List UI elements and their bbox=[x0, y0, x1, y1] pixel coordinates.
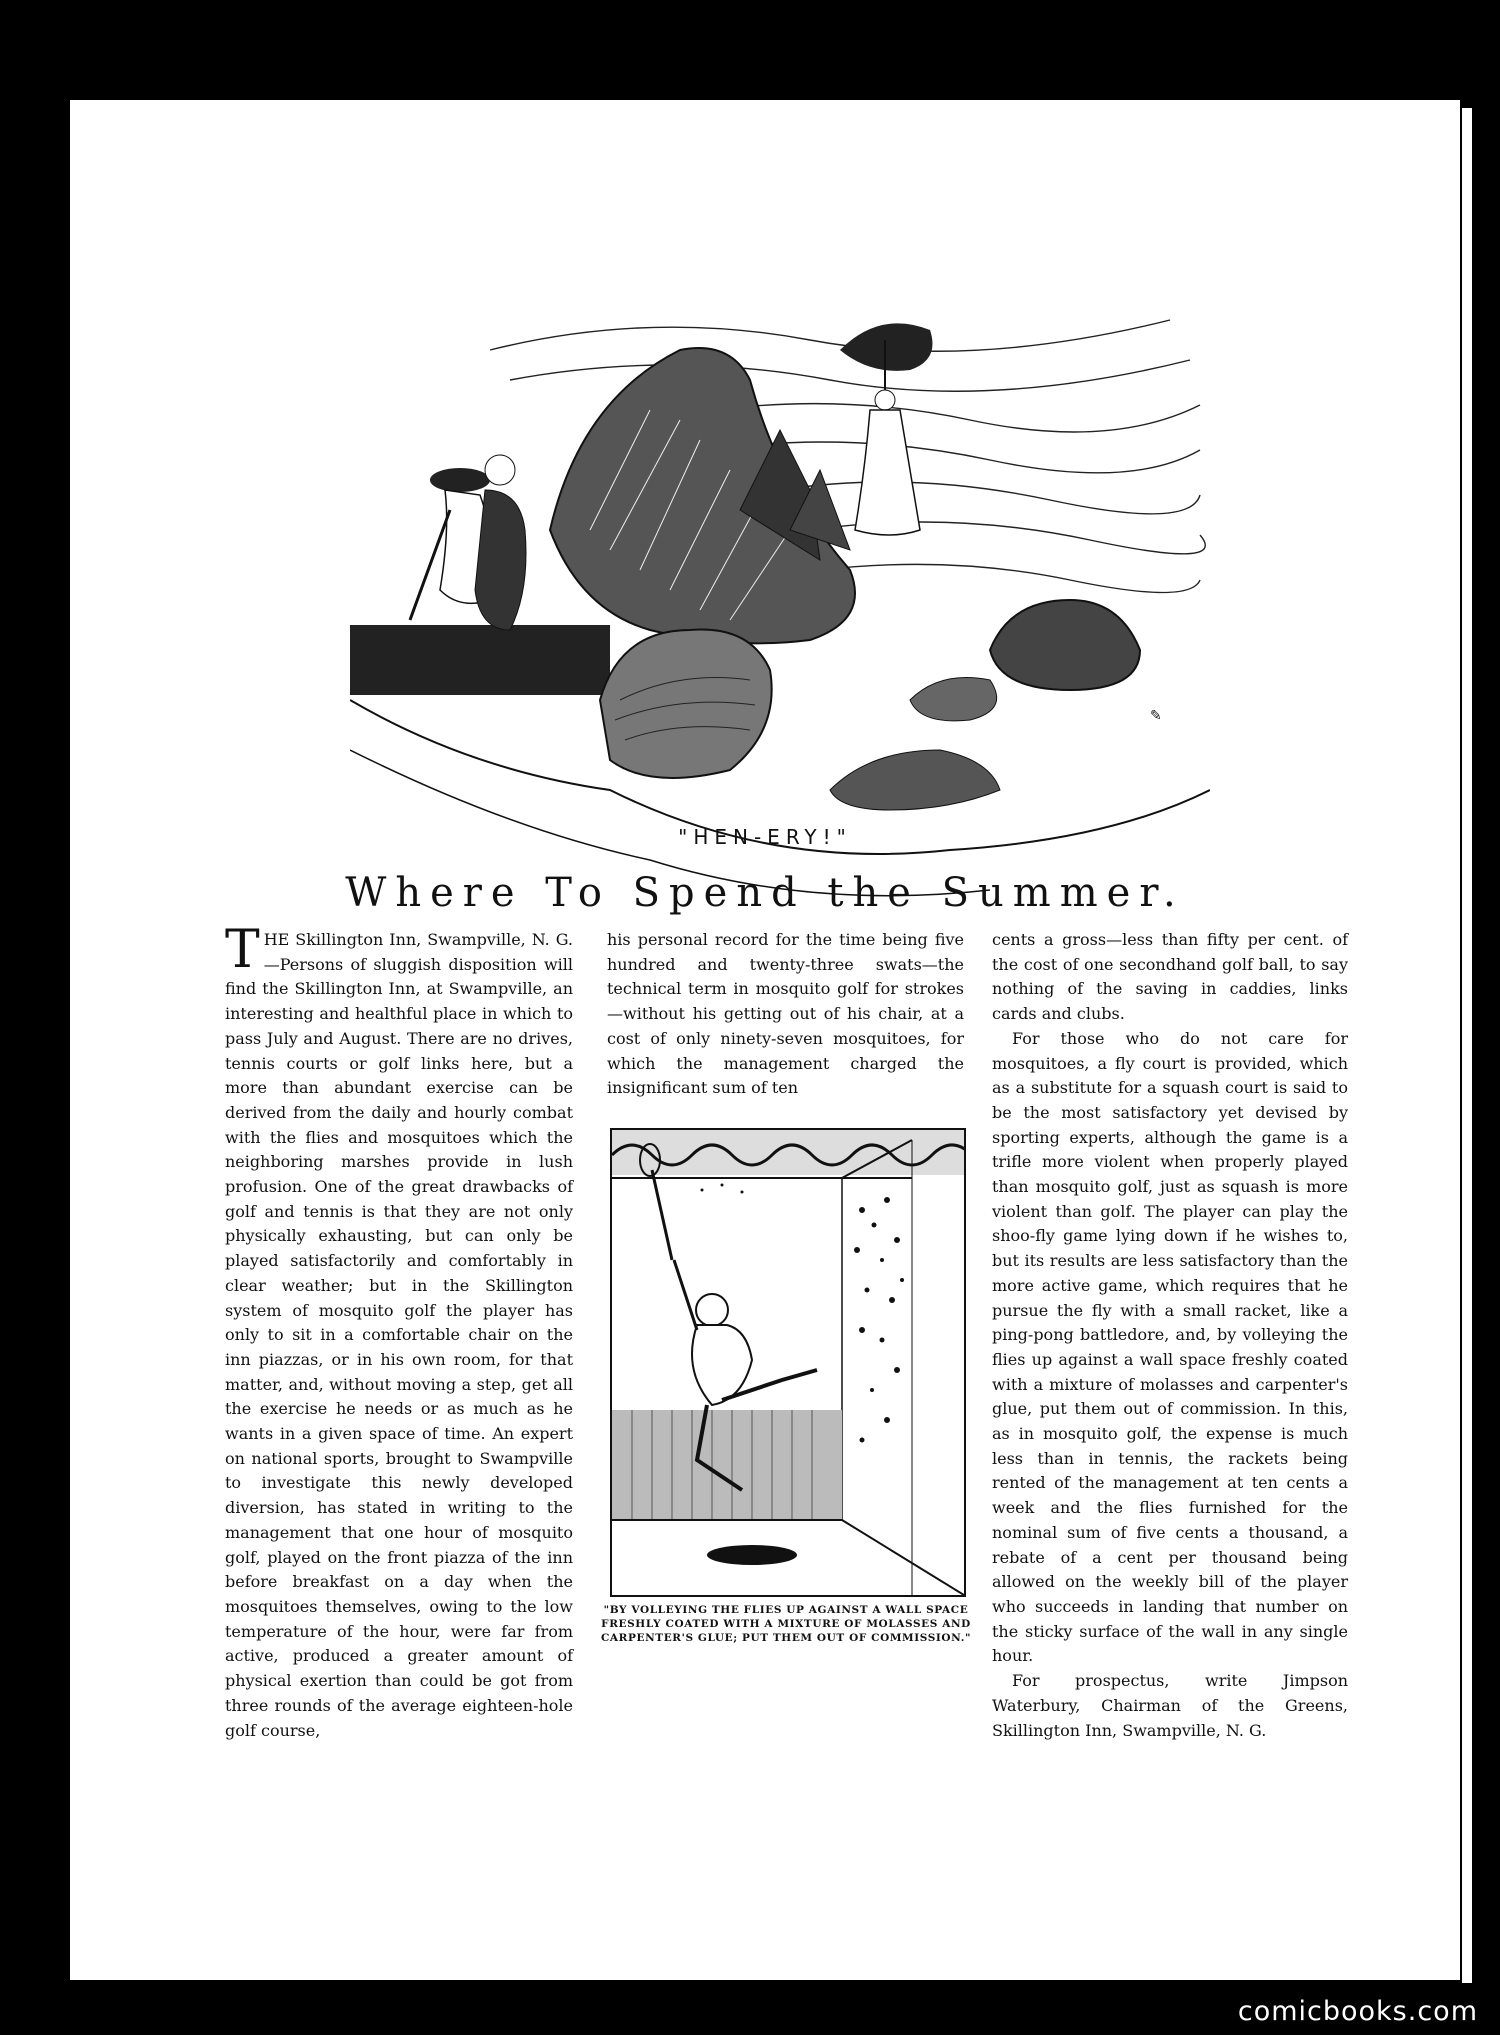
illustration-caption-mid: "BY VOLLEYING THE FLIES UP AGAINST A WALL SPACE FRESHLY COATED WITH A MIXTURE OF MOLASSES AND CARPENTER'S GLUE; PUT THEM OUT OF COMMISSION." bbox=[600, 1604, 972, 1644]
drop-cap: T bbox=[225, 920, 260, 980]
magazine-page bbox=[70, 100, 1460, 1980]
fly-court-illustration bbox=[610, 1128, 966, 1597]
article-column-3 bbox=[992, 928, 1348, 1743]
paragraph-text: cents a gross—less than fifty per cent. of the cost of one secondhand golf ball, to say nothing of the saving in caddies, links cards and clubs. bbox=[992, 930, 1348, 1024]
illustration-caption: "HEN-ERY!" bbox=[678, 825, 852, 849]
svg-text:✎: ✎ bbox=[1150, 708, 1162, 724]
article-column-1 bbox=[225, 920, 573, 1743]
paragraph-text: For those who do not care for mosquitoes, a fly court is provided, which as a substitute for a squash court is said to be the most satisfactory yet devised by sporting experts, although the game is a trifle more violent when properly played than mosquito golf, just as squash is more violent than golf. The player can play the shoo-fly game lying down if he wishes to, but its results are less satisfactory than the more active game, which requires that he pursue the fly with a small racket, like a ping-pong battledore, and, by volleying the flies up against a wall space freshly coated with a mixture of molasses and carpenter's glue, put them out of commission. In this, as in mosquito golf, the expense is much less than in tennis, the rackets being rented of the management at ten cents a week and the flies furnished for the nominal sum of five cents a thousand, a rebate of a cent per thousand being allowed on the weekly bill of the player who succeeds in landing that number on the sticky surface of the wall in any single hour. bbox=[992, 1028, 1348, 1666]
next-page-edge bbox=[1462, 108, 1472, 1983]
beach-rocks-illustration bbox=[350, 230, 1210, 910]
watermark: comicbooks.com bbox=[1237, 1996, 1478, 2027]
article-column-2 bbox=[607, 928, 964, 1101]
article-paragraph bbox=[225, 920, 573, 1743]
paragraph-text: his personal record for the time being five hundred and twenty-three swats—the technical term in mosquito golf for strokes—without his getting out of his chair, at a cost of only ninety-seven mosquitoes, for which the management charged the insignificant sum of ten bbox=[607, 930, 964, 1098]
paragraph-text: HE Skillington Inn, Swampville, N. G.—Persons of sluggish disposition will find the Skillington Inn, at Swampville, an interesting and healthful place in which to pass July and August. There are no drives, tennis courts or golf links here, but a more than abundant exercise can be derived from the daily and hourly combat with the flies and mosquitoes which the neighboring marshes provide in lush profusion. One of the great drawbacks of golf and tennis is that they are not only physically exhausting, but can only be played satisfactorily and comfortably in clear weather; but in the Skillington system of mosquito golf the player has only to sit in a comfortable chair on the inn piazzas, or in his own room, for that matter, and, without moving a step, get all the exercise he needs or as much as he wants in a given space of time. An expert on national sports, brought to Swampville to investigate this newly developed diversion, has stated in writing to the management that one hour of mosquito golf, played on the front piazza of the inn before breakfast on a day when the mosquitoes themselves, owing to the low temperature of the hour, were far from active, produced a greater amount of physical exertion than could be got from three rounds of the average eighteen-hole golf course, bbox=[225, 930, 573, 1740]
paragraph-text: For prospectus, write Jimpson Waterbury, Chairman of the Greens, Skillington Inn, Swampville, N. G. bbox=[992, 1671, 1348, 1740]
article-title: Where To Spend the Summer. bbox=[345, 870, 1185, 916]
